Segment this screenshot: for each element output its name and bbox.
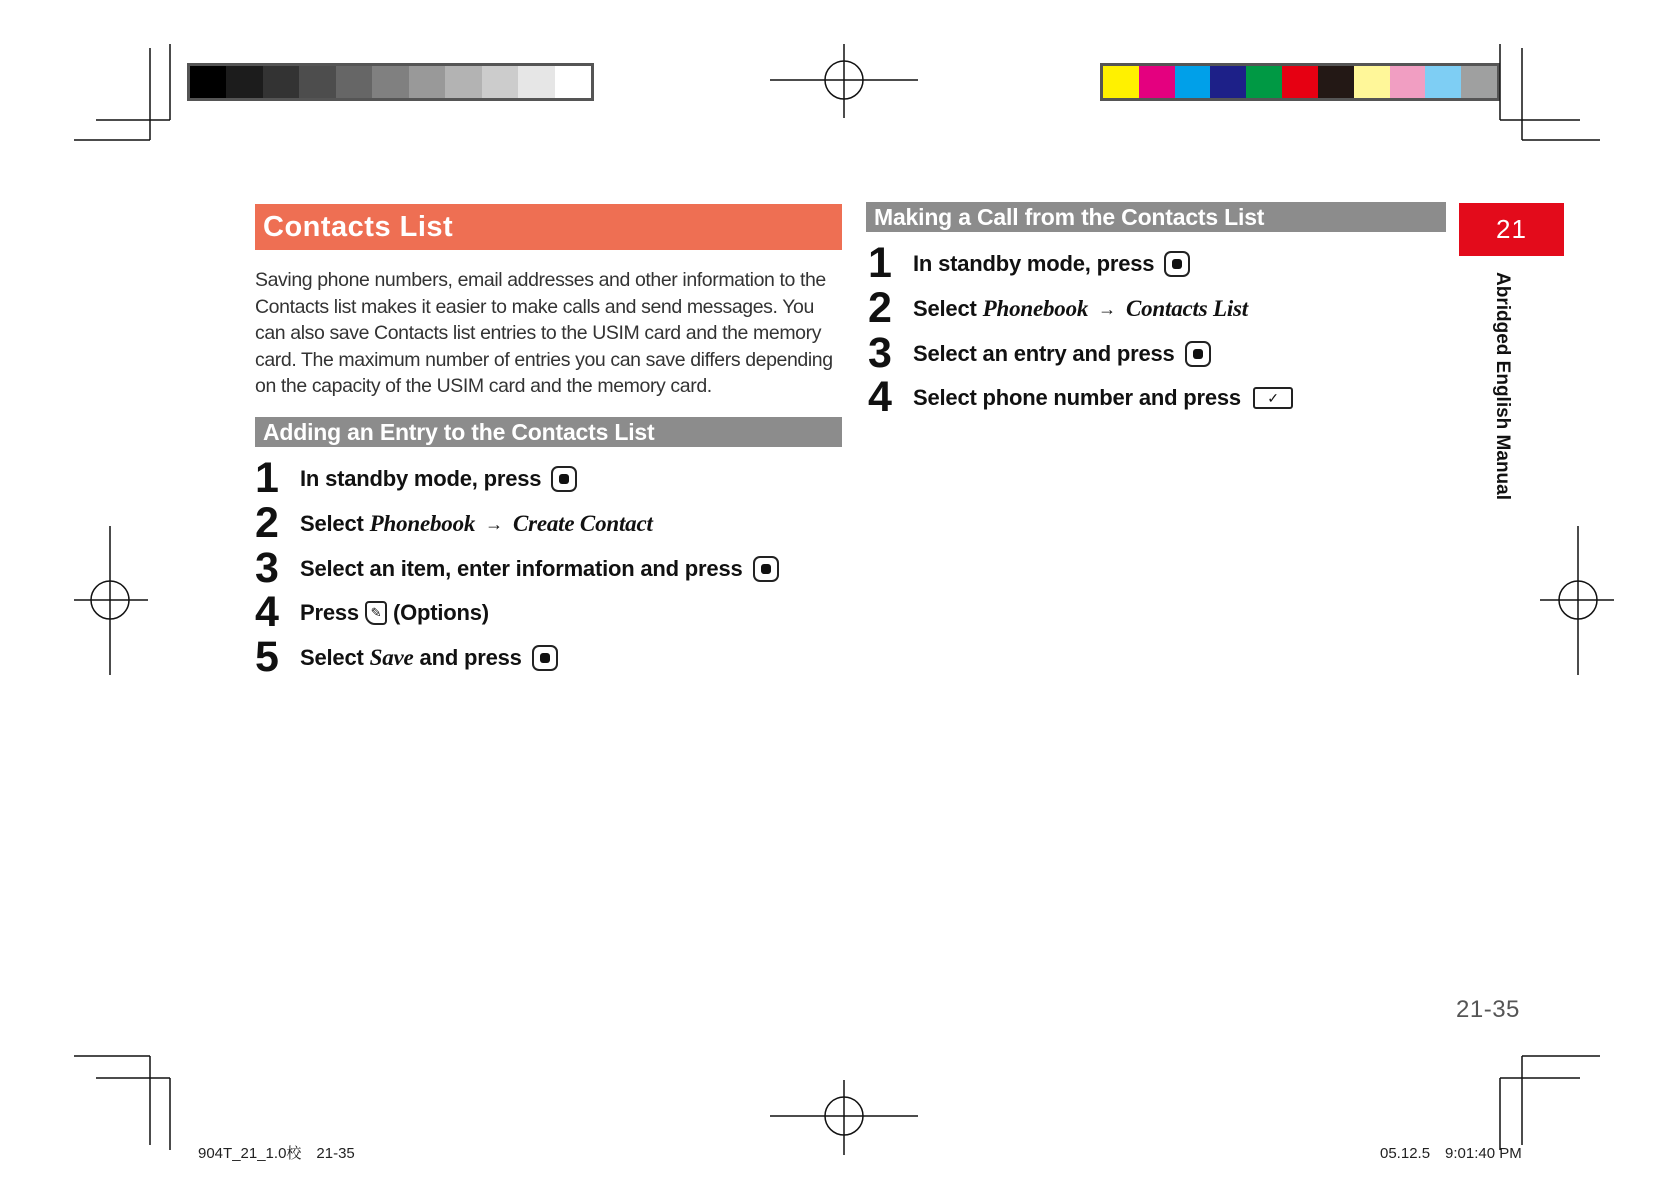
- contacts-list-intro: Saving phone numbers, email addresses and other information to the Contacts list makes it easier to make calls and send messages. You can also save Contacts list entries to the USIM card and the memory card. The maximum number of entries you can save differs depending on the capacity of the USIM card and the memory card.: [255, 269, 833, 397]
- footer-right: 05.12.5 9:01:40 PM: [1380, 1145, 1522, 1162]
- center-key-icon: [532, 645, 558, 671]
- arrow-icon: →: [485, 513, 503, 534]
- arrow-icon: →: [1098, 298, 1116, 319]
- center-key-icon: [551, 466, 577, 492]
- contacts-list-title: Contacts List: [255, 204, 842, 250]
- call-key-icon: ✓: [1253, 387, 1293, 409]
- chapter-tab-number: 21: [1459, 203, 1564, 256]
- center-key-icon: [1164, 251, 1190, 277]
- center-key-icon: [1185, 341, 1211, 367]
- making-call-title: Making a Call from the Contacts List: [866, 202, 1446, 232]
- softkey-icon: ✎: [365, 601, 387, 625]
- adding-entry-title: Adding an Entry to the Contacts List: [255, 417, 842, 447]
- chapter-tab-label: Abridged English Manual: [1492, 272, 1513, 501]
- page-number: 21-35: [1456, 996, 1520, 1023]
- footer-left: 904T_21_1.0校 21-35: [198, 1145, 355, 1162]
- center-key-icon: [753, 556, 779, 582]
